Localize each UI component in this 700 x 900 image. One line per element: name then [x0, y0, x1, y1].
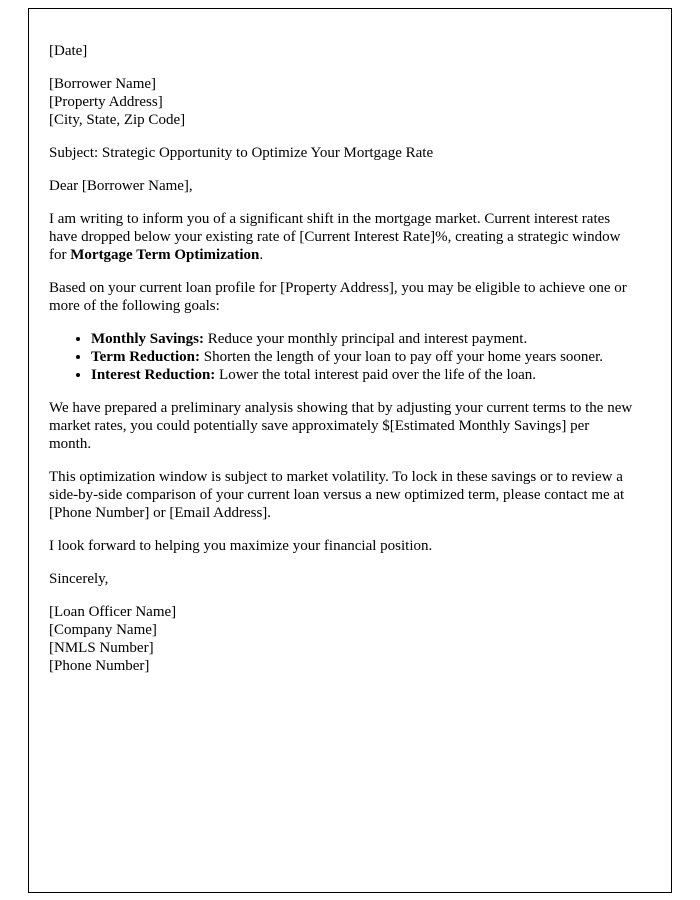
letter-page [28, 8, 672, 893]
recipient-city-state-zip: [City, State, Zip Code] [49, 112, 186, 128]
paragraph-profile: Based on your current loan profile for [Property Address], you may be eligible to achieve one or more of the following goals: [49, 280, 627, 314]
goal-text: Reduce your monthly principal and interest payment. [203, 331, 528, 347]
recipient-address-block [49, 75, 635, 129]
signature-company: [Company Name] [49, 622, 157, 638]
paragraph-intro-text: I am writing to inform you of a significant shift in the mortgage market. Current interest rates have dropped below your existing rate of [Current Interest Rate]%, creating a strategic window for [49, 211, 621, 263]
letter-content [29, 9, 671, 675]
list-item [91, 348, 635, 366]
signature-nmls: [NMLS Number] [49, 640, 154, 656]
signature-phone: [Phone Number] [49, 658, 150, 674]
paragraph-contact: This optimization window is subject to market volatility. To lock in these savings or to review a side-by-side comparison of your current loan versus a new optimized term, please contact me at [Phone Number] or [Email Address]. [49, 469, 625, 521]
letter-date: [Date] [49, 43, 88, 59]
goal-text: Shorten the length of your loan to pay off your home years sooner. [200, 349, 604, 365]
recipient-address: [Property Address] [49, 94, 163, 110]
salutation: Dear [Borrower Name], [49, 178, 193, 194]
paragraph-intro [49, 210, 635, 264]
paragraph-intro-period: . [259, 247, 264, 263]
signature-block [49, 603, 635, 675]
goal-text: Lower the total interest paid over the life of the loan. [215, 367, 537, 383]
goals-list [49, 330, 635, 384]
goal-label: Term Reduction: [91, 349, 201, 365]
goal-label: Monthly Savings: [91, 331, 204, 347]
list-item [91, 330, 635, 348]
recipient-name: [Borrower Name] [49, 76, 157, 92]
valediction: Sincerely, [49, 571, 109, 587]
list-item [91, 366, 635, 384]
paragraph-closing: I look forward to helping you maximize your financial position. [49, 538, 433, 554]
paragraph-intro-bold: Mortgage Term Optimization [70, 247, 260, 263]
goal-label: Interest Reduction: [91, 367, 216, 383]
paragraph-analysis: We have prepared a preliminary analysis showing that by adjusting your current terms to the new market rates, you could potentially save approximately $[Estimated Monthly Savings] per month. [49, 400, 633, 452]
signature-loan-officer: [Loan Officer Name] [49, 604, 177, 620]
subject-line: Subject: Strategic Opportunity to Optimize Your Mortgage Rate [49, 145, 434, 161]
